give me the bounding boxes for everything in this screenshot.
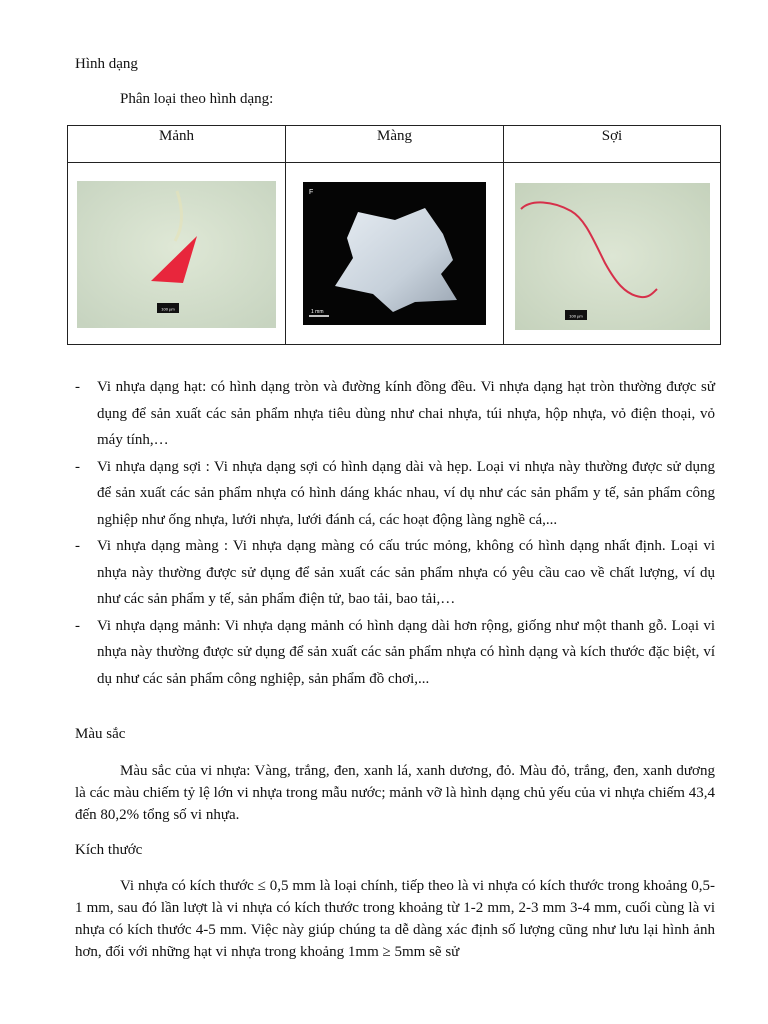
size-paragraph: Vi nhựa có kích thước ≤ 0,5 mm là loại chính, tiếp theo là vi nhựa có kích thước trong khoảng 0,5-1 mm, sau đó lần lượt là vi nhựa có kích thước trong khoảng từ 1-2 mm, 2-3 mm 3-4 mm, cuối cùng là vi nhựa có kích thước 4-5 mm. Việc này giúp chúng ta dễ dàng xác định số lượng cũng như lưu lại hình ảnh hơn, đối với những hạt vi nhựa trong khoảng 1mm ≥ 5mm sẽ sử: [75, 878, 715, 960]
shape-table: [67, 125, 721, 345]
section-heading-shape: Hình dạng: [75, 56, 138, 72]
panel-letter: F: [309, 188, 314, 196]
fragment-micrograph: [77, 181, 276, 328]
scale-label-film: 1 mm: [311, 308, 324, 315]
header-fragment: Mảnh: [68, 126, 286, 163]
header-fiber: Sợi: [504, 126, 721, 163]
bullet-text: Vi nhựa dạng sợi : Vi nhựa dạng sợi có hình dạng dài và hẹp. Loại vi nhựa này thường được sử dụng để sản xuất các sản phẩm nhựa có hình dáng khác nhau, ví dụ như các sản phẩm y tế, sản phẩm công nghiệp như ống nhựa, lưới nhựa, lưới đánh cá, các hoạt động làng nghề cá,...: [97, 458, 715, 528]
color-paragraph: Màu sắc của vi nhựa: Vàng, trắng, đen, xanh lá, xanh dương, đỏ. Màu đỏ, trắng, đen, xanh dương là các màu chiếm tỷ lệ lớn vi nhựa trong mẫu nước; mảnh vỡ là hình dạng chủ yếu của vi nhựa chiếm 43,4 đến 80,2% tổng số vi nhựa.: [75, 763, 715, 823]
fragment-photo: [77, 181, 276, 328]
film-micrograph: [303, 182, 486, 325]
scale-label-fragment: 100 µm: [161, 306, 175, 311]
bullet-text: Vi nhựa dạng màng : Vi nhựa dạng màng có cấu trúc mỏng, không có hình dạng nhất định. Loại vi nhựa này thường được sử dụng để sản xuất các sản phẩm nhựa có yêu cầu cao về chất lượng, ví dụ như các sản phẩm y tế, sản phẩm điện tử, bao tải, bao tải,…: [97, 538, 715, 607]
shape-bullet-list: [75, 374, 715, 692]
film-photo: [303, 182, 486, 325]
fiber-photo-cell: [504, 163, 721, 345]
bullet-item-film: - Vi nhựa dạng màng : Vi nhựa dạng màng có cấu trúc mỏng, không có hình dạng nhất định. Loại vi nhựa này thường được sử dụng để sản xuất các sản phẩm nhựa có yêu cầu cao về chất lượng, ví dụ như các sản phẩm y tế, sản phẩm điện tử, bao tải, bao tải,…: [75, 538, 715, 607]
fiber-photo: [515, 183, 710, 330]
header-film: Màng: [286, 126, 504, 163]
section-heading-size: Kích thước: [75, 842, 143, 858]
bullet-item-fragment: - Vi nhựa dạng mảnh: Vi nhựa dạng mảnh có hình dạng dài hơn rộng, giống như một thanh gỗ. Loại vi nhựa này thường được sử dụng để sản xuất các sản phẩm nhựa có hình dạng và kích thước đặc biệt, ví dụ như các sản phẩm công nghiệp, sản phẩm đồ chơi,...: [75, 617, 715, 687]
bullet-text: Vi nhựa dạng mảnh: Vi nhựa dạng mảnh có hình dạng dài hơn rộng, giống như một thanh gỗ. Loại vi nhựa này thường được sử dụng để sản xuất các sản phẩm nhựa có hình dạng và kích thước đặc biệt, ví dụ như các sản phẩm công nghiệp, sản phẩm đồ chơi,...: [97, 617, 715, 687]
fiber-micrograph: [515, 183, 710, 330]
film-photo-cell: [286, 163, 504, 345]
bullet-item-fiber: - Vi nhựa dạng sợi : Vi nhựa dạng sợi có hình dạng dài và hẹp. Loại vi nhựa này thường được sử dụng để sản xuất các sản phẩm nhựa có hình dáng khác nhau, ví dụ như các sản phẩm y tế, sản phẩm công nghiệp như ống nhựa, lưới nhựa, lưới đánh cá, các hoạt động làng nghề cá,...: [75, 458, 715, 528]
section-heading-color: Màu sắc: [75, 726, 126, 742]
bullet-text: Vi nhựa dạng hạt: có hình dạng tròn và đường kính đồng đều. Vi nhựa dạng hạt tròn thường được sử dụng để sản xuất các sản phẩm nhựa tiêu dùng như chai nhựa, túi nhựa, hộp nhựa, vỏ điện thoại, vỏ máy tính,…: [97, 379, 715, 448]
classification-intro: Phân loại theo hình dạng:: [120, 91, 274, 107]
bullet-item-granule: - Vi nhựa dạng hạt: có hình dạng tròn và đường kính đồng đều. Vi nhựa dạng hạt tròn thường được sử dụng để sản xuất các sản phẩm nhựa tiêu dùng như chai nhựa, túi nhựa, hộp nhựa, vỏ điện thoại, vỏ máy tính,…: [75, 379, 715, 448]
scale-label-fiber: 100 µm: [568, 313, 583, 318]
fragment-photo-cell: [68, 163, 286, 345]
